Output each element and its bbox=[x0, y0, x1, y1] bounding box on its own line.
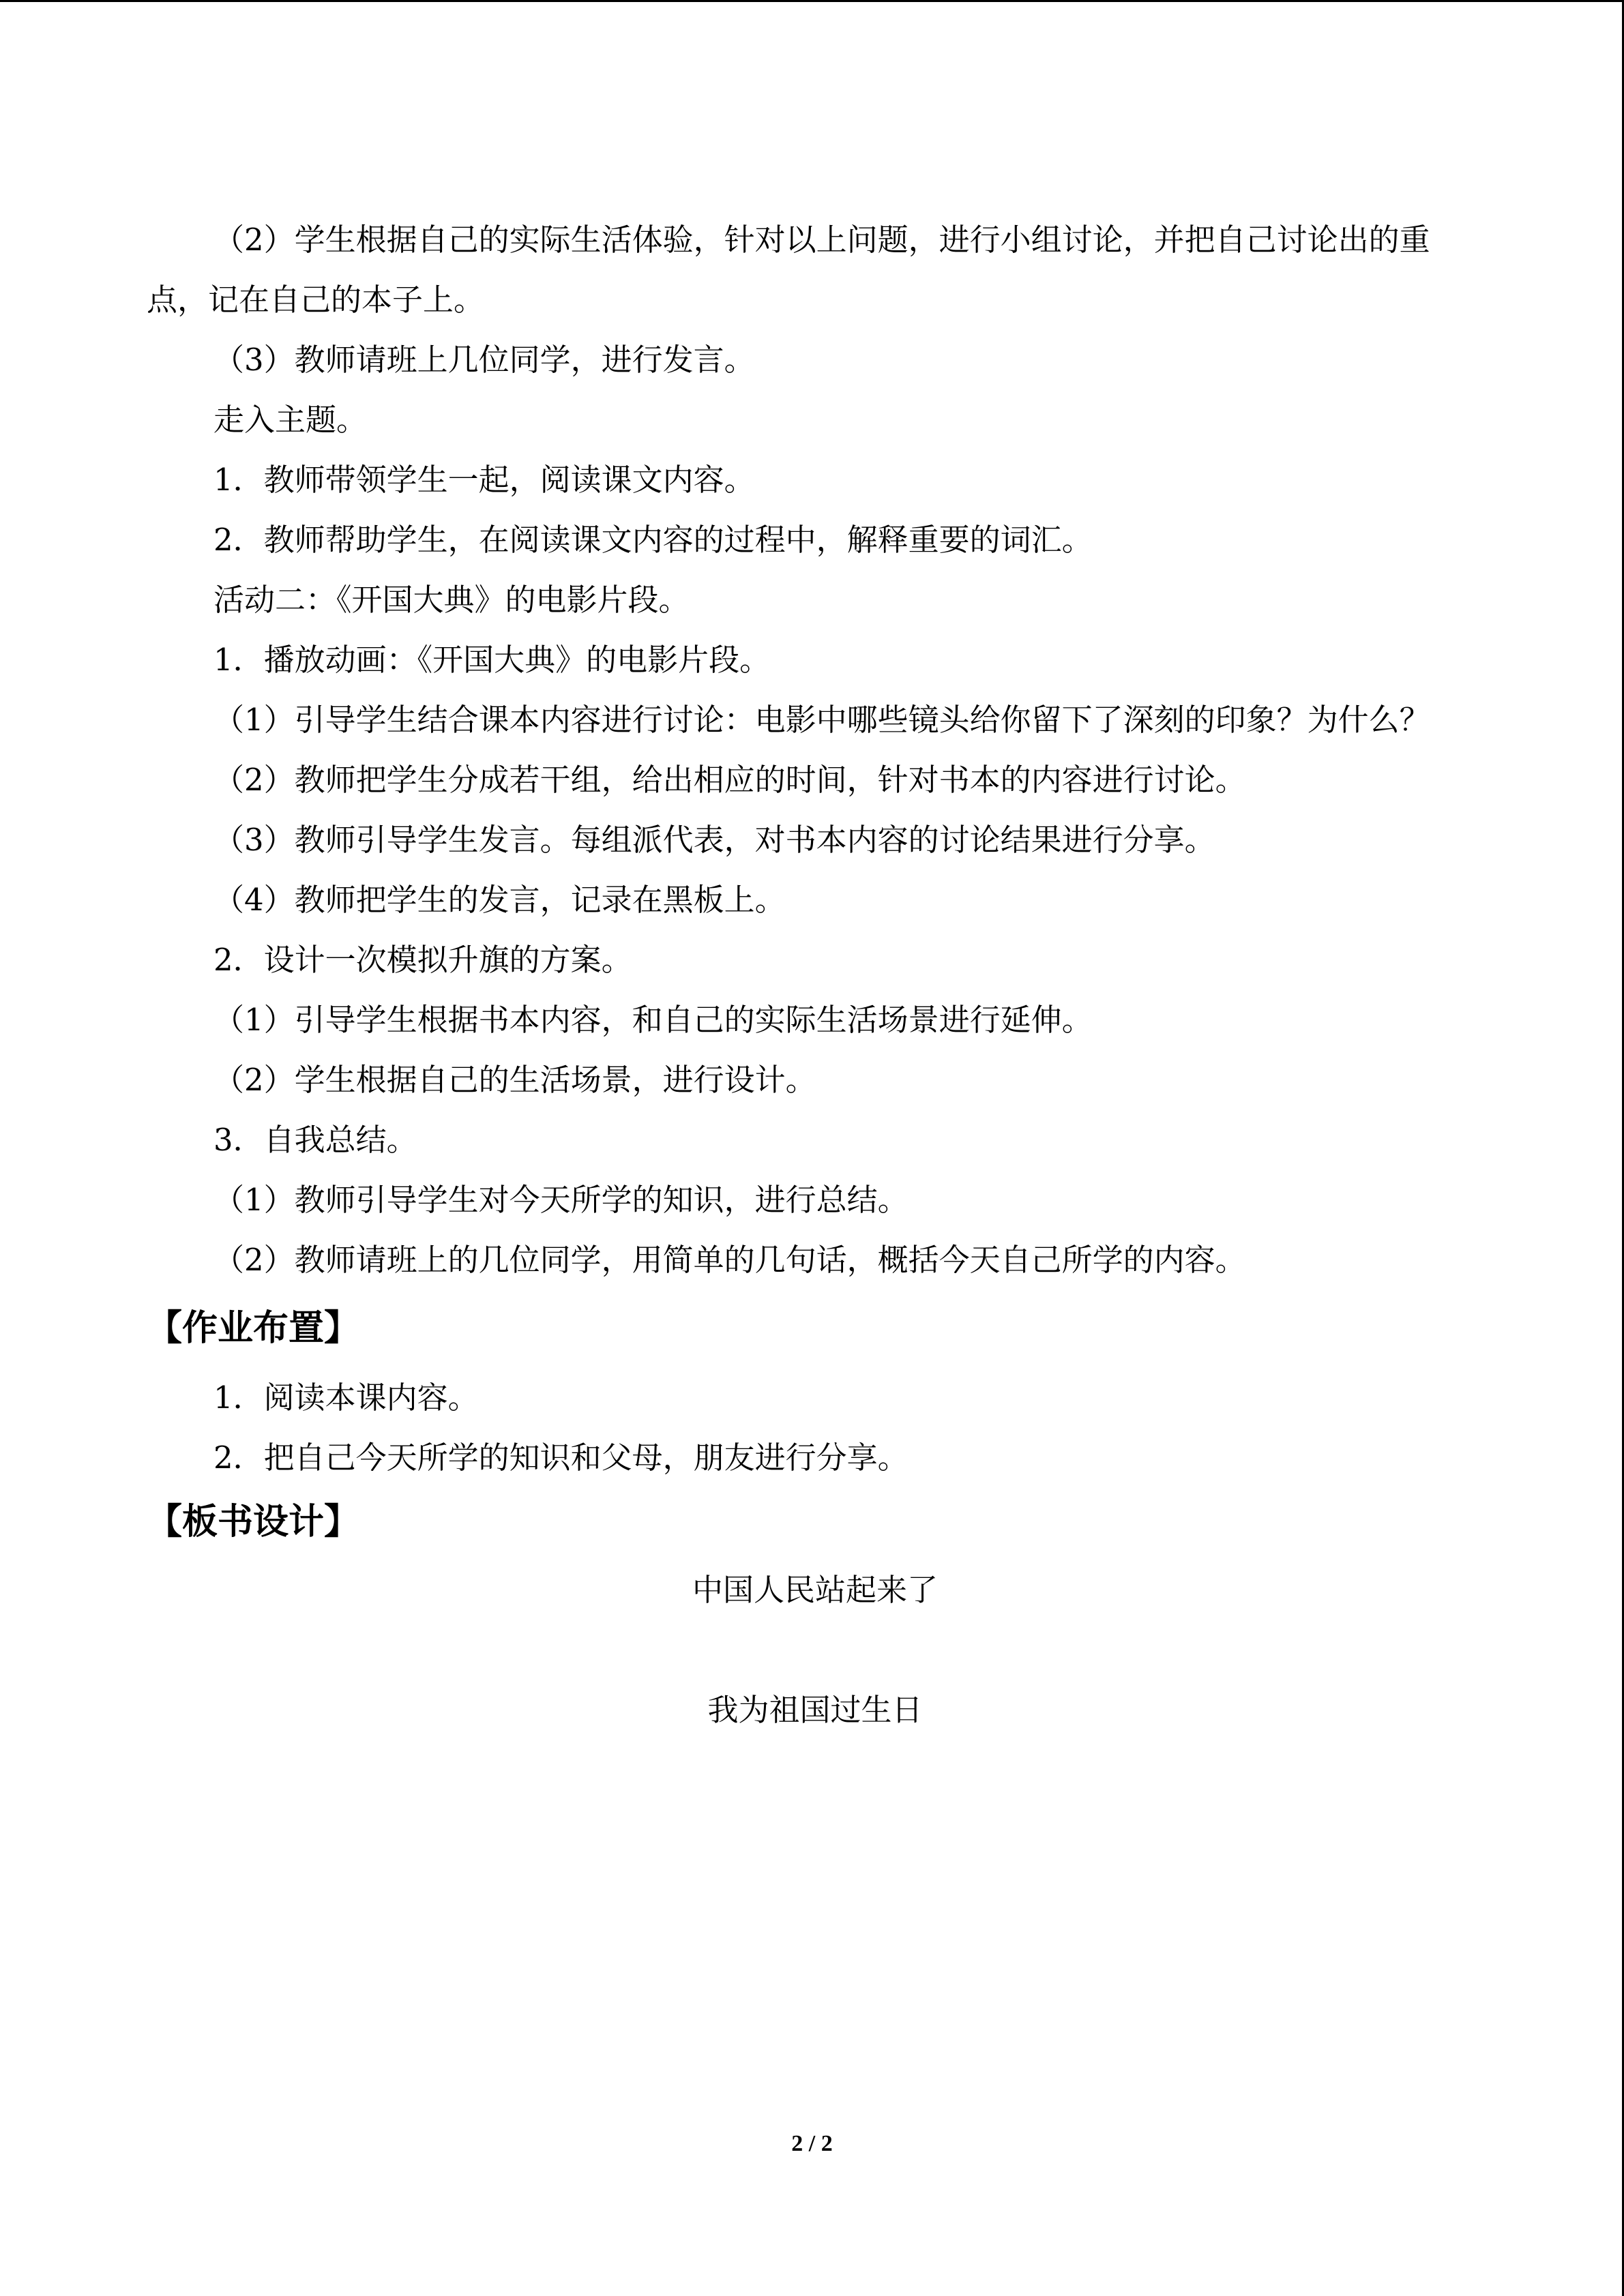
lesson-paragraph: （1）引导学生结合课本内容进行讨论：电影中哪些镜头给你留下了深刻的印象？为什么？ bbox=[213, 702, 1430, 738]
lesson-paragraph: （2）学生根据自己的生活场景，进行设计。 bbox=[213, 1062, 816, 1098]
homework-item: 2．把自己今天所学的知识和父母，朋友进行分享。 bbox=[213, 1440, 909, 1476]
lesson-paragraph: （3）教师引导学生发言。每组派代表，对书本内容的讨论结果进行分享。 bbox=[213, 822, 1215, 858]
lesson-paragraph: 1．教师带领学生一起，阅读课文内容。 bbox=[213, 462, 755, 498]
lesson-paragraph: 3．自我总结。 bbox=[213, 1122, 417, 1158]
board-design-heading: 【板书设计】 bbox=[147, 1502, 360, 1542]
lesson-paragraph: （2）教师把学生分成若干组，给出相应的时间，针对书本的内容进行讨论。 bbox=[213, 762, 1246, 798]
board-line-1: 中国人民站起来了 bbox=[692, 1572, 938, 1608]
lesson-paragraph: （3）教师请班上几位同学，进行发言。 bbox=[213, 342, 755, 378]
lesson-paragraph: 活动二：《开国大典》的电影片段。 bbox=[213, 582, 690, 618]
page-number: 2 / 2 bbox=[791, 2131, 833, 2156]
board-line-2: 我为祖国过生日 bbox=[707, 1692, 923, 1728]
lesson-paragraph: 2．设计一次模拟升旗的方案。 bbox=[213, 942, 632, 978]
lesson-paragraph: 2．教师帮助学生，在阅读课文内容的过程中，解释重要的词汇。 bbox=[213, 522, 1093, 558]
lesson-paragraph: （1）教师引导学生对今天所学的知识，进行总结。 bbox=[213, 1182, 909, 1218]
lesson-paragraph: （1）引导学生根据书本内容，和自己的实际生活场景进行延伸。 bbox=[213, 1002, 1093, 1038]
page-content bbox=[147, 210, 1483, 1740]
lesson-steps bbox=[147, 210, 1483, 1290]
lesson-paragraph: 1．播放动画：《开国大典》的电影片段。 bbox=[213, 642, 771, 678]
lesson-paragraph: （2）学生根据自己的实际生活体验，针对以上问题，进行小组讨论，并把自己讨论出的重点，记在自己的本子上。 bbox=[147, 222, 1430, 318]
lesson-paragraph: 走入主题。 bbox=[213, 402, 368, 438]
lesson-paragraph: （2）教师请班上的几位同学，用简单的几句话，概括今天自己所学的内容。 bbox=[213, 1242, 1246, 1278]
homework-heading: 【作业布置】 bbox=[147, 1308, 360, 1349]
lesson-paragraph: （4）教师把学生的发言，记录在黑板上。 bbox=[213, 882, 786, 918]
homework-item: 1．阅读本课内容。 bbox=[213, 1380, 479, 1416]
